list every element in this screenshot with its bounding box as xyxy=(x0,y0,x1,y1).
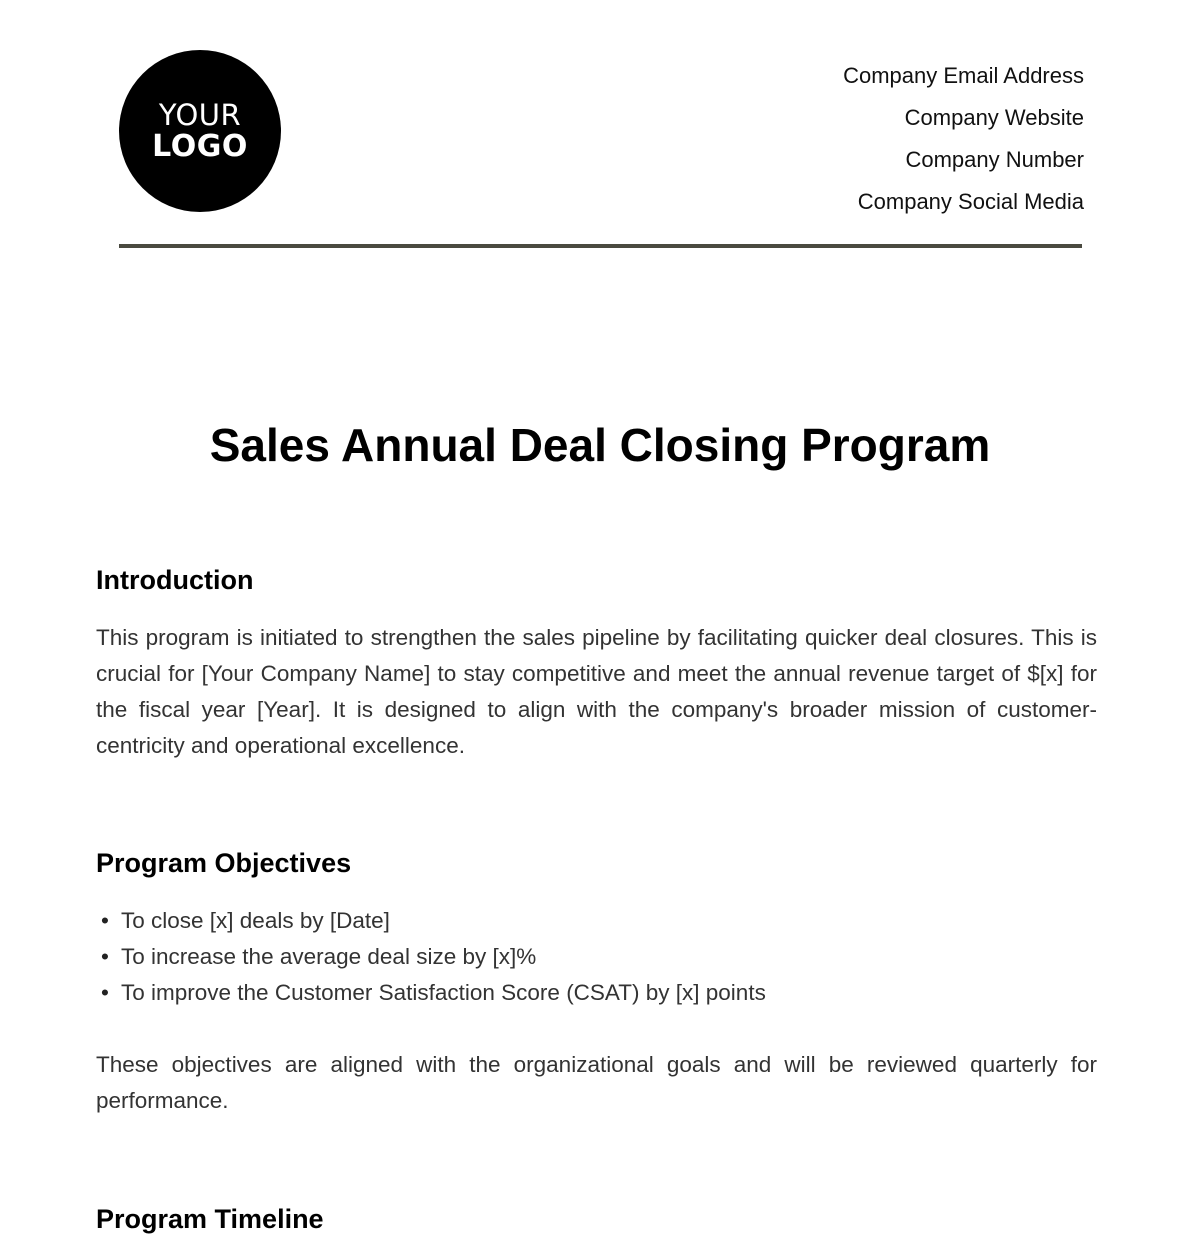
bullet-icon: • xyxy=(101,908,109,933)
company-email: Company Email Address xyxy=(843,63,1084,88)
objective-text: To improve the Customer Satisfaction Score (CSAT) by [x] points xyxy=(121,980,766,1005)
list-item xyxy=(96,975,1097,1011)
objectives-heading: Program Objectives xyxy=(96,848,352,878)
company-logo xyxy=(119,50,281,212)
logo-line-2: LOGO xyxy=(152,128,248,164)
bullet-icon: • xyxy=(101,980,109,1005)
objectives-paragraph: These objectives are aligned with the organizational goals and will be reviewed quarterly for performance. xyxy=(96,1052,1097,1113)
timeline-heading: Program Timeline xyxy=(96,1204,324,1234)
bullet-icon: • xyxy=(101,944,109,969)
company-website: Company Website xyxy=(904,105,1084,130)
objective-text: To increase the average deal size by [x]% xyxy=(121,944,537,969)
objectives-list xyxy=(96,903,1097,1011)
company-contact-block xyxy=(843,55,1084,223)
list-item xyxy=(96,903,1097,939)
list-item xyxy=(96,939,1097,975)
introduction-heading: Introduction xyxy=(96,565,254,595)
company-social-media: Company Social Media xyxy=(857,189,1084,214)
company-number: Company Number xyxy=(905,147,1084,172)
objective-text: To close [x] deals by [Date] xyxy=(121,908,390,933)
introduction-paragraph: This program is initiated to strengthen the sales pipeline by facilitating quicker deal closures. This is crucial for [Your Company Name] to stay competitive and meet the annual revenue target of $[x] for the fiscal year [Year]. It is designed to align with the company's broader mission of customer-centricity and operational excellence. xyxy=(96,625,1097,758)
document-title: Sales Annual Deal Closing Program xyxy=(209,419,991,471)
header-divider xyxy=(119,244,1082,248)
logo-line-1: YOUR xyxy=(158,97,242,132)
document-body xyxy=(96,560,1097,1239)
